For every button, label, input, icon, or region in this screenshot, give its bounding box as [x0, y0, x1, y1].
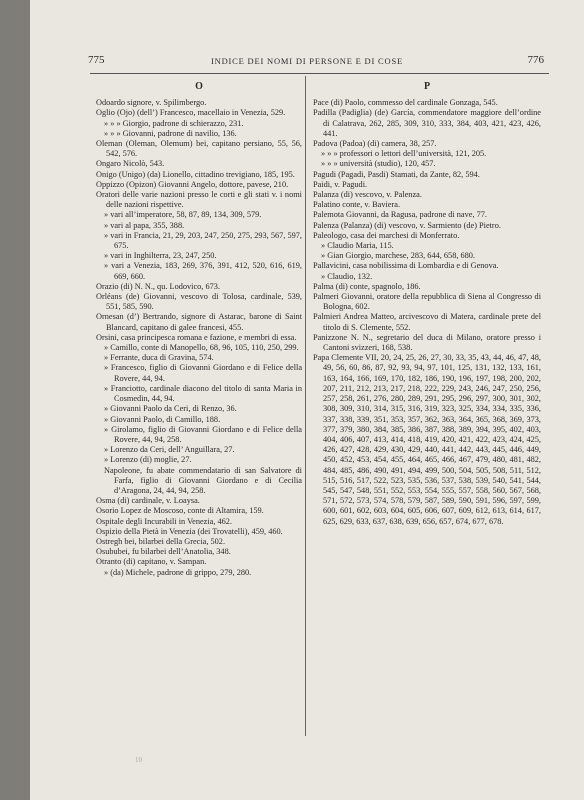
- index-entry: Oppizzo (Opizon) Giovanni Angelo, dottore, pavese, 210.: [96, 179, 289, 189]
- page-number-left: 775: [88, 54, 105, 66]
- printer-signature: 10: [135, 756, 142, 764]
- index-entry: Palma (di) conte, spagnolo, 186.: [313, 281, 421, 291]
- index-entry: Pace (di) Paolo, commesso del cardinale Gonzaga, 545.: [313, 98, 498, 108]
- index-entry: Padova (Padoa) (di) camera, 38, 257.: [313, 139, 437, 149]
- index-entry: Napoleone, fu abate commendatario di san Salvatore di Farfa, figlio di Giovanni Giordano e di Cecilia d’Aragona, 24, 44, 94, 258.: [104, 465, 302, 495]
- index-entry: » (da) Michele, padrone di grippo, 279, 280.: [104, 567, 252, 577]
- index-entry: Palmeri Giovanni, oratore della repubblica di Siena al Congresso di Bologna, 602.: [313, 292, 541, 312]
- index-entry: » vari a Venezia, 183, 269, 376, 391, 412, 520, 616, 619, 669, 660.: [104, 261, 302, 281]
- index-entry: Ostregh bei, bilarbei della Grecia, 502.: [96, 536, 226, 546]
- index-entry: » Francesco, figlio di Giovanni Giordano e di Felice della Rovere, 44, 94.: [104, 363, 302, 383]
- index-entry: » vari in Francia, 21, 29, 203, 247, 250, 275, 293, 567, 597, 675.: [104, 230, 302, 251]
- index-entry: » Claudio, 132.: [321, 271, 373, 281]
- index-entry: Ospitale degli Incurabili in Venezia, 462.: [96, 516, 233, 526]
- index-entry: » Franciotto, cardinale diacono del titolo di santa Maria in Cosmedin, 44, 94.: [104, 383, 302, 404]
- index-entry: Orléans (de) Giovanni, vescovo di Tolosa, cardinale, 539, 551, 585, 590.: [96, 292, 302, 312]
- index-entry: Osububei, fu bilarbei dell’Anatolia, 348.: [96, 547, 231, 557]
- index-entry: » Ferrante, duca di Gravina, 574.: [104, 353, 214, 363]
- index-entry: Ospizio della Pietà in Venezia (dei Trovatelli), 459, 460.: [96, 526, 283, 536]
- section-letter-p: P: [423, 81, 431, 92]
- index-entry: Otranto (di) capitano, v. Sampan.: [96, 557, 207, 567]
- index-entry: » vari in Inghilterra, 23, 247, 250.: [104, 251, 217, 261]
- index-entry: » Camillo, conte di Manopello, 68, 96, 105, 110, 250, 299.: [104, 343, 299, 353]
- index-entry: Papa Clemente VII, 20, 24, 25, 26, 27, 30, 33, 35, 43, 44, 46, 47, 48, 49, 56, 60, 86, 87, 92, 93, 94, 97, 101, 125, 131, 132, 133, 161, 163, 164, 166, 169, 170, 182, 186, 190, 196, 197, 198, 200, 202, 207, 211, 212, 213, 217, 218, 222, 229, 243, 246, 247, 250, 256, 257, 258, 261, 276, 280, 289, 291, 295, 296, 297, 300, 301, 302, 308, 309, 310, 314, 315, 316, 319, 323, 325, 334, 334, 335, 336, 337, 338, 339, 351, 353, 357, 362, 363, 364, 365, 368, 369, 373, 377, 379, 380, 384, 385, 386, 387, 388, 389, 394, 395, 402, 403, 404, 406, 407, 413, 414, 418, 419, 420, 421, 422, 423, 424, 425, 426, 427, 428, 429, 430, 429, 440, 441, 442, 443, 445, 446, 449, 450, 452, 453, 454, 455, 464, 465, 466, 467, 479, 480, 481, 482, 484, 485, 486, 490, 491, 494, 499, 500, 504, 505, 508, 511, 512, 515, 516, 517, 522, 523, 535, 536, 537, 538, 539, 540, 541, 544, 545, 547, 548, 551, 552, 553, 554, 555, 557, 558, 560, 567, 568, 571, 572, 573, 574, 578, 579, 587, 589, 590, 591, 596, 597, 599, 600, 601, 602, 603, 604, 605, 606, 607, 609, 612, 613, 614, 617, 625, 629, 633, 637, 638, 639, 656, 657, 674, 677, 678.: [313, 353, 541, 526]
- column-divider: [305, 76, 306, 736]
- index-entry: » » » Giovanni, padrone di navilio, 136.: [104, 128, 237, 138]
- index-entry: Padilla (Padiglia) (de) García, commendatore maggiore dell’ordine di Calatrava, 262, 285, 309, 310, 333, 384, 403, 421, 423, 426, 441.: [313, 108, 541, 138]
- page-number-right: 776: [527, 54, 544, 66]
- index-entry: » Gian Giorgio, marchese, 283, 644, 658, 680.: [321, 251, 476, 261]
- index-entry: » Claudio Maria, 115.: [321, 241, 394, 251]
- running-title: INDICE DEI NOMI DI PERSONE E DI COSE: [211, 56, 403, 66]
- index-entry: Onigo (Unigo) (da) Lionello, cittadino trevigiano, 185, 195.: [96, 169, 295, 179]
- index-entry: » Giovanni Paolo da Ceri, di Renzo, 36.: [104, 404, 237, 414]
- index-entry: Pagudi (Pagadi, Pasdi) Stamati, da Zante, 82, 594.: [313, 169, 480, 179]
- index-entry: Ornesan (d’) Bertrando, signore di Astarac, barone di Saint Blancard, capitano di galee francesi, 455.: [96, 312, 302, 332]
- index-entry: Pallavicini, casa nobilissima di Lombardia e di Genova.: [313, 261, 499, 271]
- index-entry: Paleologo, casa dei marchesi di Monferrato.: [313, 230, 460, 240]
- index-entry: Oglio (Ojo) (dell’) Francesco, macellaio in Venezia, 529.: [96, 108, 286, 118]
- book-page: [30, 0, 584, 800]
- index-entry: » Lorenzo da Ceri, dell’ Anguillara, 27.: [104, 445, 235, 455]
- index-entry: Palmieri Andrea Matteo, arcivescovo di Matera, cardinale prete del titolo di S. Clemente, 552.: [313, 312, 541, 332]
- index-entry: » » » università (studio), 120, 457.: [321, 159, 436, 169]
- index-entry: Palanza (di) vescovo, v. Palenza.: [313, 190, 422, 200]
- right-column: [313, 80, 541, 527]
- index-entry: Paidi, v. Pagudi.: [313, 179, 368, 189]
- index-entry: Palemota Giovanni, da Ragusa, padrone di nave, 77.: [313, 210, 487, 220]
- left-column: [96, 80, 302, 578]
- index-entry: » » » Giorgio, padrone di schierazzo, 231.: [104, 118, 244, 128]
- section-letter-o: O: [195, 81, 203, 92]
- index-entry: » Lorenzo (di) moglie, 27.: [104, 455, 192, 465]
- index-entry: » » » professori o lettori dell’università, 121, 205.: [321, 149, 487, 159]
- index-entry: Ongaro Nicolò, 543.: [96, 159, 165, 169]
- index-entry: Orsini, casa principesca romana e fazione, e membri di essa.: [96, 332, 297, 342]
- index-entry: » Giovanni Paolo, di Camillo, 188.: [104, 414, 221, 424]
- index-entry: Orazio (di) N. N., qu. Lodovico, 673.: [96, 281, 220, 291]
- index-entry: Palenza (Palanza) (di) vescovo, v. Sarmiento (de) Pietro.: [313, 220, 501, 230]
- index-entry: Odoardo signore, v. Spilimbergo.: [96, 98, 207, 108]
- index-entry: Palatino conte, v. Baviera.: [313, 200, 401, 210]
- page-header: [30, 50, 584, 70]
- index-entry: » vari al papa, 355, 388.: [104, 220, 185, 230]
- index-entry: Osorio Lopez de Moscoso, conte di Altamira, 159.: [96, 506, 264, 516]
- header-rule: [90, 73, 549, 74]
- index-entry: » Girolamo, figlio di Giovanni Giordano e di Felice della Rovere, 44, 94, 258.: [104, 424, 302, 444]
- index-entry: » vari all’imperatore, 58, 87, 89, 134, 309, 579.: [104, 210, 262, 220]
- index-entry: Oratori delle varie nazioni presso le corti e gli stati v. i nomi delle nazioni rispettive.: [96, 190, 302, 210]
- index-entry: Panizzone N. N., segretario del duca di Milano, oratore presso i Cantoni svizzeri, 168, 538.: [313, 332, 541, 353]
- index-entry: Oleman (Oleman, Olemum) bei, capitano persiano, 55, 56, 542, 576.: [96, 139, 302, 159]
- index-entry: Osma (di) cardinale, v. Loaysa.: [96, 496, 200, 506]
